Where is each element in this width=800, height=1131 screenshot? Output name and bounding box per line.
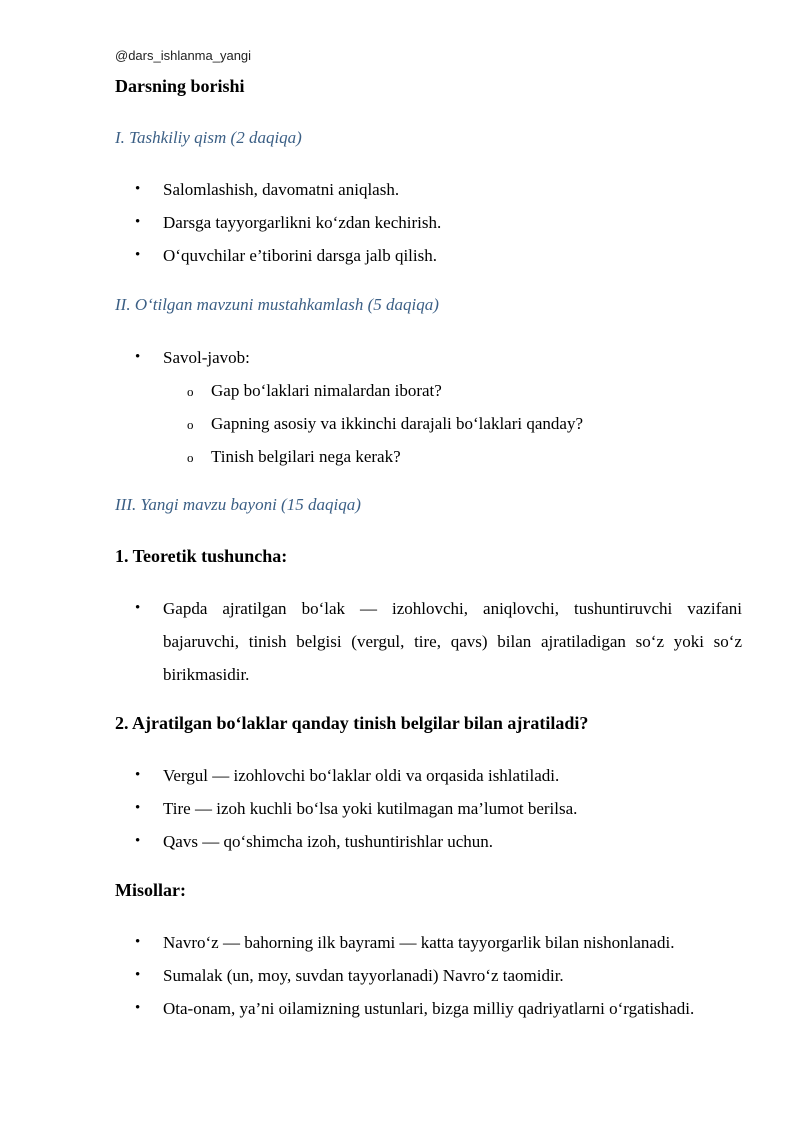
list-item: • Vergul — izohlovchi bo‘laklar oldi va orqasida ishlatiladi. bbox=[115, 759, 742, 792]
organizational-list bbox=[115, 173, 742, 272]
list-item: • Ota-onam, ya’ni oilamizning ustunlari, bizga milliy qadriyatlarni o‘rgatishadi. bbox=[115, 992, 742, 1025]
list-item: • Navro‘z — bahorning ilk bayrami — katta tayyorgarlik bilan nishonlanadi. bbox=[115, 926, 742, 959]
subheading-theory: 1. Teoretik tushuncha: bbox=[115, 546, 288, 566]
list-item: • Gapda ajratilgan bo‘lak — izohlovchi, aniqlovchi, tushuntiruvchi vazifani bajaruvchi, tinish belgisi (vergul, tire, qavs) bilan ajratiladigan so‘z yoki so‘z birikmasidir. bbox=[115, 592, 742, 691]
question-item: o Tinish belgilari nega kerak? bbox=[163, 440, 742, 473]
list-item: • Sumalak (un, moy, suvdan tayyorlanadi) Navro‘z taomidir. bbox=[115, 959, 742, 992]
review-list bbox=[115, 341, 742, 473]
theory-list bbox=[115, 592, 742, 691]
list-item: • Tire — izoh kuchli bo‘lsa yoki kutilmagan ma’lumot berilsa. bbox=[115, 792, 742, 825]
list-item bbox=[115, 341, 742, 473]
section-heading-new-topic: III. Yangi mavzu bayoni (15 daqiqa) bbox=[115, 495, 361, 514]
question-list bbox=[163, 374, 742, 473]
section-heading-organizational: I. Tashkiliy qism (2 daqiqa) bbox=[115, 128, 302, 147]
list-item: • O‘quvchilar e’tiborini darsga jalb qilish. bbox=[115, 239, 742, 272]
punctuation-list bbox=[115, 759, 742, 858]
list-item: • Salomlashish, davomatni aniqlash. bbox=[115, 173, 742, 206]
list-item-label: Savol-javob: bbox=[163, 348, 250, 367]
page-title: Darsning borishi bbox=[115, 76, 245, 96]
question-item: o Gapning asosiy va ikkinchi darajali bo‘laklari qanday? bbox=[163, 407, 742, 440]
list-item: • Qavs — qo‘shimcha izoh, tushuntirishlar uchun. bbox=[115, 825, 742, 858]
examples-list bbox=[115, 926, 742, 1025]
list-item: • Darsga tayyorgarlikni ko‘zdan kechirish. bbox=[115, 206, 742, 239]
subheading-examples: Misollar: bbox=[115, 880, 186, 900]
watermark-handle: @dars_ishlanma_yangi bbox=[115, 48, 252, 63]
subheading-punctuation: 2. Ajratilgan bo‘laklar qanday tinish belgilar bilan ajratiladi? bbox=[115, 713, 589, 733]
question-item: o Gap bo‘laklari nimalardan iborat? bbox=[163, 374, 742, 407]
section-heading-review: II. O‘tilgan mavzuni mustahkamlash (5 daqiqa) bbox=[115, 295, 439, 314]
